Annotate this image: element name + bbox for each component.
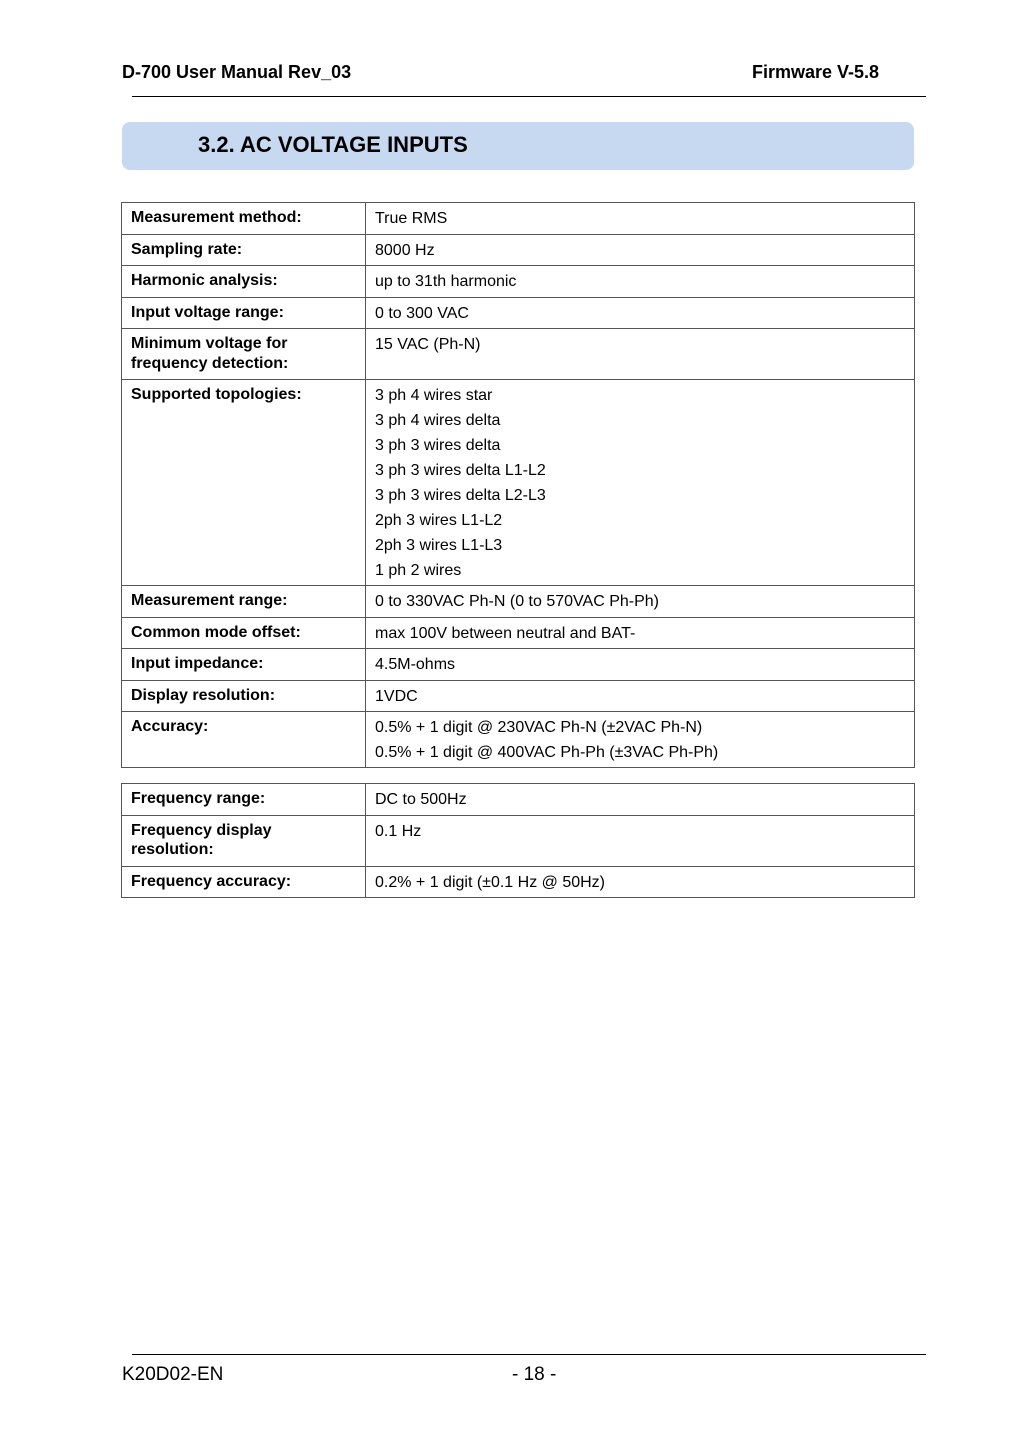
spec-value-line: 3 ph 3 wires delta L2-L3	[375, 487, 546, 504]
header-firmware-version: Firmware V-5.8	[752, 62, 880, 82]
spec-value-line: max 100V between neutral and BAT-	[375, 624, 636, 642]
spec-value	[366, 380, 915, 586]
frequency-spec-body	[122, 784, 915, 898]
header-divider	[132, 96, 926, 97]
spec-value	[366, 586, 915, 618]
table-row	[122, 329, 915, 380]
table-row	[122, 815, 915, 866]
spec-label: Sampling rate:	[122, 234, 366, 266]
table-row	[122, 297, 915, 329]
spec-label: Common mode offset:	[122, 617, 366, 649]
spec-value-line: 4.5M-ohms	[375, 656, 456, 673]
frequency-spec-table	[121, 783, 915, 898]
table-row	[122, 380, 915, 586]
spec-value-line: 2ph 3 wires L1-L2	[375, 512, 503, 529]
spec-label: Frequency accuracy:	[122, 866, 366, 898]
spec-value-line: 1 ph 2 wires	[375, 562, 462, 579]
spec-label: Harmonic analysis:	[122, 266, 366, 298]
spec-value	[366, 234, 915, 266]
footer-document-code: K20D02-EN	[122, 1364, 224, 1385]
spec-label: Measurement range:	[122, 586, 366, 618]
spec-value	[366, 329, 915, 380]
spec-value	[366, 866, 915, 898]
spec-value-line: 1VDC	[375, 687, 418, 705]
spec-label: Frequency range:	[122, 784, 366, 816]
spec-value	[366, 680, 915, 712]
spec-value-line: 0.1 Hz	[375, 822, 422, 840]
spec-value-line: DC to 500Hz	[375, 791, 467, 808]
ac-voltage-spec-table	[121, 202, 915, 768]
table-row	[122, 586, 915, 618]
spec-value	[366, 266, 915, 298]
table-row	[122, 203, 915, 235]
spec-value-line: 0 to 330VAC Ph-N (0 to 570VAC Ph-Ph)	[375, 593, 659, 610]
spec-value	[366, 784, 915, 816]
footer-divider	[132, 1354, 926, 1355]
table-row	[122, 649, 915, 681]
spec-value	[366, 203, 915, 235]
spec-value-line: True RMS	[375, 210, 448, 227]
spec-value-line: 3 ph 4 wires delta	[375, 412, 501, 429]
table-row	[122, 617, 915, 649]
section-banner	[122, 122, 914, 170]
spec-value	[366, 815, 915, 866]
spec-label: Minimum voltage for frequency detection:	[122, 329, 366, 380]
spec-value	[366, 712, 915, 768]
spec-label: Frequency display resolution:	[122, 815, 366, 866]
spec-value	[366, 649, 915, 681]
spec-label: Supported topologies:	[122, 380, 366, 586]
spec-label: Measurement method:	[122, 203, 366, 235]
spec-value-line: 3 ph 3 wires delta	[375, 437, 501, 454]
spec-value-line: 3 ph 4 wires star	[375, 387, 493, 404]
table-row	[122, 680, 915, 712]
spec-value-line: 8000 Hz	[375, 241, 435, 259]
table-row	[122, 866, 915, 898]
spec-label: Input impedance:	[122, 649, 366, 681]
spec-value-line: 0.2% + 1 digit (±0.1 Hz @ 50Hz)	[375, 873, 606, 891]
spec-label: Accuracy:	[122, 712, 366, 768]
spec-value-line: up to 31th harmonic	[375, 273, 517, 290]
section-title: 3.2. AC VOLTAGE INPUTS	[198, 132, 468, 157]
ac-voltage-spec-body	[122, 203, 915, 768]
table-row	[122, 784, 915, 816]
table-row	[122, 712, 915, 768]
spec-value	[366, 617, 915, 649]
spec-value-line: 3 ph 3 wires delta L1-L2	[375, 462, 546, 479]
spec-value-line: 0.5% + 1 digit @ 400VAC Ph-Ph (±3VAC Ph-Ph)	[375, 744, 719, 761]
spec-value	[366, 297, 915, 329]
spec-value-line: 0.5% + 1 digit @ 230VAC Ph-N (±2VAC Ph-N)	[375, 719, 703, 736]
spec-value-line: 0 to 300 VAC	[375, 304, 469, 322]
spec-value-line: 2ph 3 wires L1-L3	[375, 537, 503, 554]
spec-label: Input voltage range:	[122, 297, 366, 329]
spec-label: Display resolution:	[122, 680, 366, 712]
table-row	[122, 234, 915, 266]
footer-page-number: - 18 -	[512, 1364, 557, 1385]
header-document-title: D-700 User Manual Rev_03	[122, 62, 352, 82]
table-row	[122, 266, 915, 298]
spec-value-line: 15 VAC (Ph-N)	[375, 336, 481, 353]
